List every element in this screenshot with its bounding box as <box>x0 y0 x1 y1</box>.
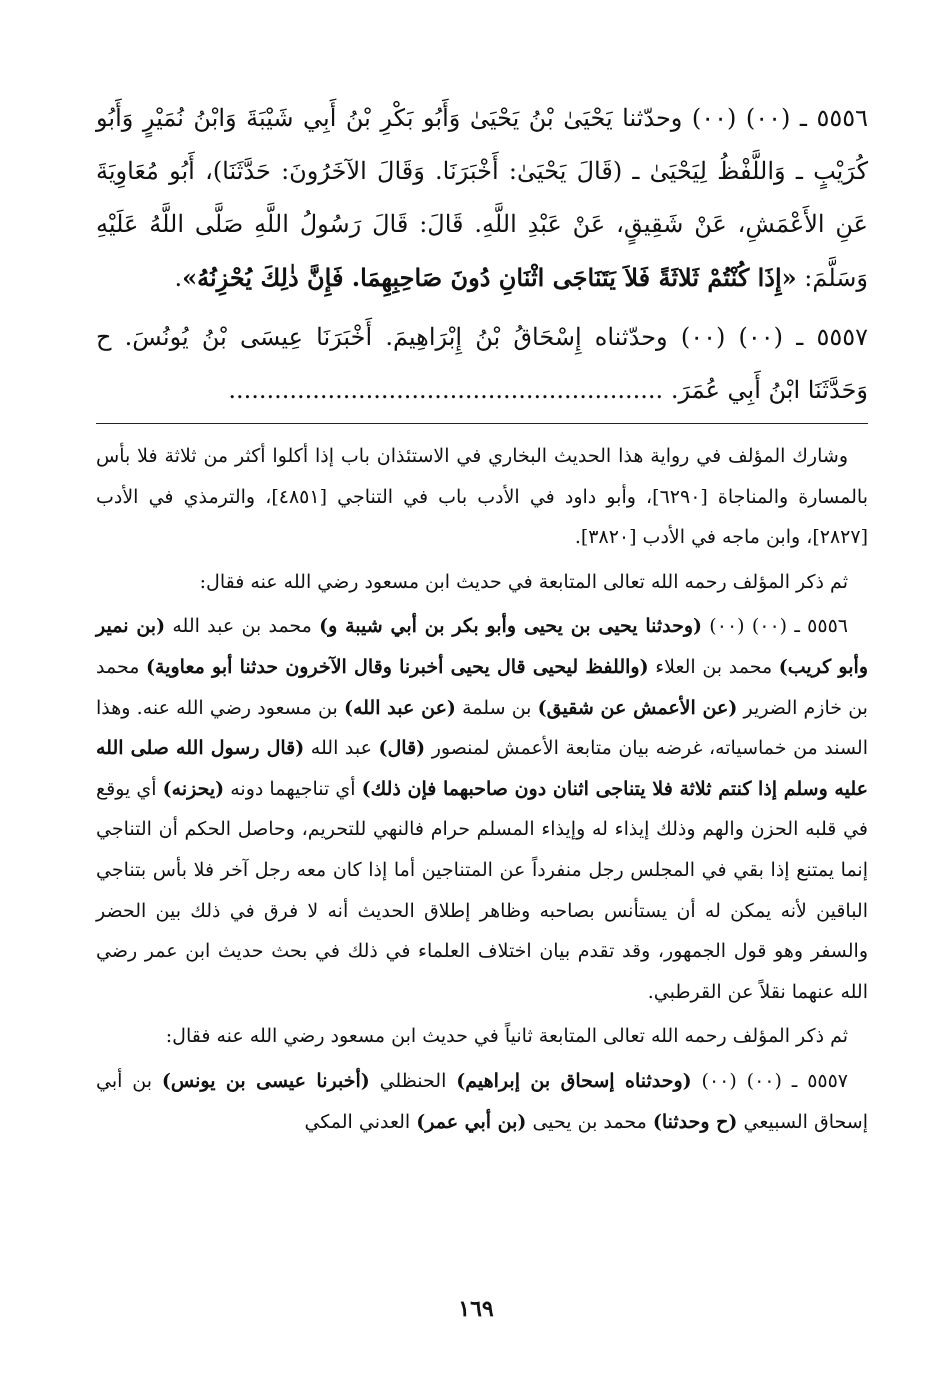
bold-span: (وحدثنا يحيى بن يحيى وأبو بكر بن أبي شيبة و) <box>319 615 703 638</box>
bold-span: (قال) <box>378 737 426 760</box>
bold-span: (عن عبد الله) <box>343 696 456 719</box>
hadith-5556-text: ٥٥٥٦ ـ (٠٠) (٠٠) وحدّثنا يَحْيَىٰ بْنُ يَحْيَىٰ وَأَبُو بَكْرِ بْنُ أَبِي شَيْبَةَ وَابْنُ نُمَيْرٍ وَأَبُو كُرَيْبٍ ـ وَاللَّفْظُ لِيَحْيَىٰ ـ (قَالَ يَحْيَىٰ: أَخْبَرَنَا. وَقَالَ الآخَرُونَ: حَدَّثَنَا)، أَبُو مُعَاوِيَةَ عَنِ الأَعْمَشِ، عَنْ شَقِيقٍ، عَنْ عَبْدِ اللَّهِ. قَالَ: قَالَ رَسُولُ اللَّهِ صَلَّى اللَّهُ عَلَيْهِ وَسَلَّمَ: <box>96 104 869 292</box>
text-span: محمد بن العلاء <box>648 655 779 678</box>
text-span: محمد بن يحيى <box>526 1110 653 1133</box>
hadith-5557 <box>96 311 868 417</box>
separator-line <box>96 423 868 424</box>
commentary-paragraph-1: وشارك المؤلف في رواية هذا الحديث البخاري في الاستئذان باب إذا أكلوا أكثر من ثلاثة فلا بأس بالمسارة والمناجاة [٦٢٩٠]، وأبو داود في الأدب باب في التناجي [٤٨٥١]، والترمذي في الأدب [٢٨٢٧]، وابن ماجه في الأدب [٣٨٢٠]. <box>96 445 869 549</box>
bold-span: (بن أبي عمر) <box>416 1110 527 1133</box>
bold-span: (عن الأعمش عن شقيق) <box>537 696 738 719</box>
commentary-paragraph-5 <box>96 1061 868 1142</box>
text-span: عبد الله <box>304 737 379 760</box>
commentary-paragraph-3 <box>96 606 868 1012</box>
text-span: بن مسعود رضي الله عنه. وهذا السند من خماسياته، غرضه بيان متابعة الأعمش لمنصور <box>96 696 868 760</box>
commentary-paragraph-2: ثم ذكر المؤلف رحمه الله تعالى المتابعة في حديث ابن مسعود رضي الله عنه فقال: <box>199 570 848 593</box>
hadith-5556-matn: «إِذَا كُنْتُمْ ثَلاثَةً فَلاَ يَتَنَاجَى اثْنَانِ دُونَ صَاحِبِهِمَا. فَإِنَّ ذٰلِكَ يُحْزِنُهُ» <box>182 263 797 292</box>
text-span: أي تناجيهما دونه <box>224 777 362 800</box>
hadith-text-section <box>96 92 868 417</box>
bold-span: (واللفظ ليحيى قال يحيى أخبرنا وقال الآخرون حدثنا أبو معاوية) <box>146 655 649 678</box>
commentary-paragraph-4: ثم ذكر المؤلف رحمه الله تعالى المتابعة ثانياً في حديث ابن مسعود رضي الله عنه فقال: <box>165 1025 848 1048</box>
bold-span: (يحزنه) <box>162 777 225 800</box>
bold-span: (أخبرنا عيسى بن يونس) <box>161 1069 370 1092</box>
hadith-5556 <box>96 92 868 305</box>
commentary-section <box>96 436 868 1142</box>
bold-span: (ح وحدثنا) <box>652 1110 738 1133</box>
text-span: العدني المكي <box>304 1110 417 1133</box>
text-span: الحنظلي <box>369 1069 457 1092</box>
hadith-5557-text: ٥٥٥٧ ـ (٠٠) (٠٠) وحدّثناه إِسْحَاقُ بْنُ إِبْرَاهِيمَ. أَخْبَرَنَا عِيسَى بْنُ يُونُسَ. ح وَحَدَّثَنَا ابْنُ أَبِي عُمَرَ. <box>96 323 869 404</box>
text-span: ٥٥٥٧ ـ (٠٠) (٠٠) <box>691 1069 849 1092</box>
bold-span: (قال رسول الله صلى الله عليه وسلم إذا كنتم ثلاثة فلا يتناجى اثنان دون صاحبهما فإن ذلك) <box>96 737 868 800</box>
text-span: محمد بن عبد الله <box>165 615 320 638</box>
ellipsis-dots: ......................................................... <box>228 376 664 404</box>
page-number: ١٦٩ <box>458 1296 494 1322</box>
text-span: ٥٥٥٦ ـ (٠٠) (٠٠) <box>702 615 848 638</box>
text-span: أي يوقع في قلبه الحزن والهم وذلك إيذاء له وإيذاء المسلم حرام فالنهي للتحريم، وحاصل الحكم أن التناجي إنما يمتنع إذا بقي في المجلس رجل منفرداً عن المتناجين أما إذا كان معه رجل آخر فلا بأس بتناجي الباقين لأنه يمكن له أن يستأنس بصاحبه وظاهر إطلاق الحديث أنه لا فرق في ذلك بين الحضر والسفر وهو قول الجمهور، وقد تقدم بيان اختلاف العلماء في ذلك في بحث حديث ابن عمر رضي الله عنهما نقلاً عن القرطبي. <box>96 777 868 1003</box>
text-span: بن أبي إسحاق السبيعي <box>96 1069 868 1133</box>
text-span: محمد بن خازم الضرير <box>96 655 868 719</box>
bold-span: (وحدثناه إسحاق بن إبراهيم) <box>456 1069 692 1092</box>
text-span: بن سلمة <box>455 696 538 719</box>
hadith-5556-end: . <box>174 264 183 292</box>
bold-span: (بن نمير وأبو كريب) <box>96 615 868 678</box>
